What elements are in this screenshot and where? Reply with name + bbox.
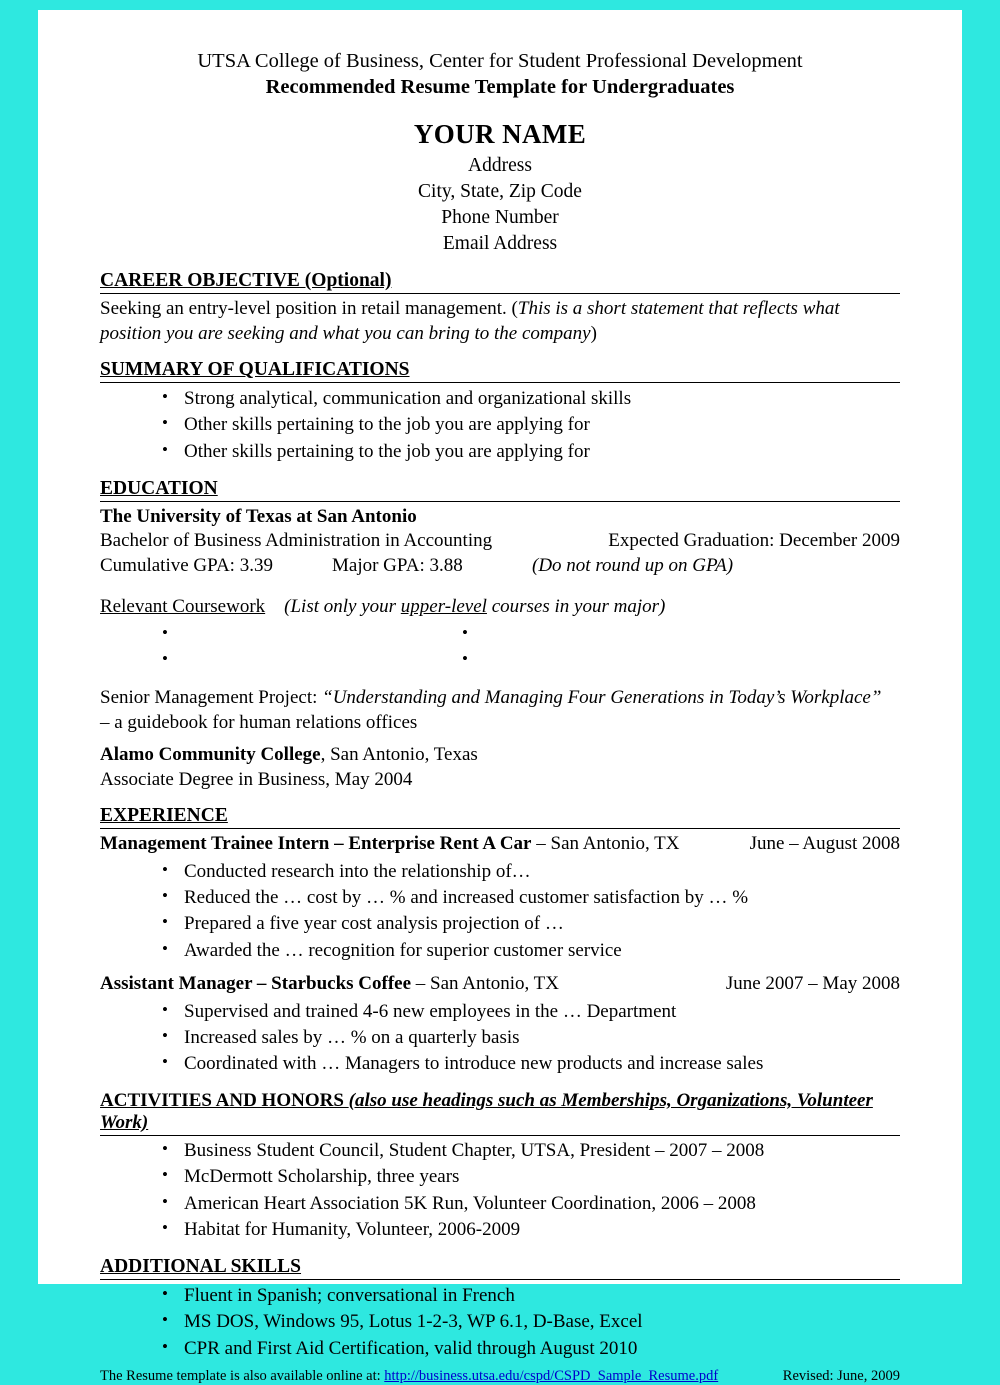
- list-item: • American Heart Association 5K Run, Volunteer Coordination, 2006 – 2008: [162, 1191, 900, 1217]
- section-experience: [100, 805, 900, 1077]
- career-objective-plain: Seeking an entry-level position in retail management. (: [100, 298, 518, 320]
- footer-note: [100, 1368, 718, 1385]
- job-2-title-line: [100, 972, 559, 997]
- list-item: • Increased sales by … % on a quarterly basis: [162, 1025, 900, 1051]
- applicant-phone: Phone Number: [441, 207, 559, 229]
- applicant-city-state-zip: City, State, Zip Code: [418, 181, 582, 203]
- section-activities: [100, 1090, 900, 1243]
- list-item: • Strong analytical, communication and organizational skills: [162, 386, 900, 412]
- experience-job-1-header: [100, 832, 900, 857]
- list-item: • Coordinated with … Managers to introduce new products and increase sales: [162, 1051, 900, 1077]
- activities-heading: [100, 1090, 900, 1136]
- job-2-dates: June 2007 – May 2008: [725, 972, 900, 994]
- career-objective-heading-text: CAREER OBJECTIVE (Optional): [100, 270, 392, 292]
- education-school: The University of Texas at San Antonio: [100, 505, 417, 527]
- additional-skills-heading-text: ADDITIONAL SKILLS: [100, 1256, 302, 1278]
- education-degree-row: [100, 529, 900, 554]
- coursework-note-b: upper-level: [400, 595, 487, 617]
- job-2-bullet-list: [100, 999, 900, 1078]
- experience-job-2-header: [100, 972, 900, 997]
- relevant-coursework-label: Relevant Coursework: [100, 595, 266, 617]
- list-item: • CPR and First Aid Certification, valid through August 2010: [162, 1336, 900, 1362]
- header-line-2: Recommended Resume Template for Undergraduates: [265, 76, 735, 99]
- bullet-icon: •: [162, 622, 168, 642]
- education-heading: [100, 478, 900, 502]
- list-item: • Habitat for Humanity, Volunteer, 2006-2009: [162, 1217, 900, 1243]
- education-gpa-row: [100, 554, 900, 579]
- additional-skills-bullet-list: [100, 1283, 900, 1362]
- header-line-1: UTSA College of Business, Center for Student Professional Development: [197, 50, 803, 72]
- list-item: • Fluent in Spanish; conversational in French: [162, 1283, 900, 1309]
- job-1-dates: June – August 2008: [749, 833, 900, 855]
- activities-heading-note: (also use headings such as Memberships, Organizations, Volunteer Work): [100, 1090, 873, 1134]
- list-item: • Awarded the … recognition for superior customer service: [162, 938, 900, 964]
- job-1-title: Management Trainee Intern – Enterprise Rent A Car: [100, 833, 532, 855]
- section-additional-skills: [100, 1256, 900, 1362]
- relevant-coursework-line: [100, 596, 900, 618]
- coursework-column-right: [462, 620, 762, 673]
- career-objective-body: [100, 297, 900, 346]
- list-item: • Conducted research into the relationship of…: [162, 859, 900, 885]
- applicant-name: YOUR NAME: [413, 119, 587, 150]
- cumulative-gpa: Cumulative GPA: 3.39: [100, 554, 273, 576]
- list-item: • Prepared a five year cost analysis projection of …: [162, 911, 900, 937]
- section-career-objective: [100, 270, 900, 346]
- footer-link[interactable]: http://business.utsa.edu/cspd/CSPD_Sample_Resume.pdf: [384, 1367, 719, 1384]
- applicant-address: Address: [468, 155, 532, 177]
- activities-bullet-list: [100, 1138, 900, 1243]
- education-school-2: [100, 743, 900, 768]
- education-school-2-name: Alamo Community College: [100, 744, 321, 766]
- senior-project-title: “Understanding and Managing Four Generations in Today’s Workplace”: [322, 687, 882, 709]
- senior-project-label: Senior Management Project:: [100, 687, 323, 709]
- career-objective-heading: [100, 270, 900, 294]
- major-gpa: Major GPA: 3.88: [332, 554, 463, 576]
- document-header: [100, 48, 900, 100]
- summary-heading-text: SUMMARY OF QUALIFICATIONS: [100, 359, 410, 381]
- list-item: • Other skills pertaining to the job you are applying for: [162, 439, 900, 465]
- job-2-title: Assistant Manager – Starbucks Coffee: [100, 972, 412, 994]
- contact-block: [100, 117, 900, 257]
- gpa-note: (Do not round up on GPA): [532, 554, 734, 576]
- list-item: • McDermott Scholarship, three years: [162, 1164, 900, 1190]
- bullet-icon: •: [462, 622, 468, 642]
- footer-revised: Revised: June, 2009: [782, 1367, 900, 1384]
- bullet-icon: •: [162, 648, 168, 668]
- job-1-location: – San Antonio, TX: [531, 833, 680, 855]
- section-summary: [100, 359, 900, 465]
- coursework-note-a: (List only your: [284, 595, 401, 617]
- footer-note-text: The Resume template is also available online at:: [100, 1367, 385, 1384]
- resume-page: [38, 10, 962, 1384]
- summary-heading: [100, 359, 900, 383]
- career-objective-italic: This is a short statement that reflects what position you are seeking and what you can bring to the company: [100, 298, 840, 344]
- senior-project-line: [100, 686, 900, 711]
- list-item: • Business Student Council, Student Chapter, UTSA, President – 2007 – 2008: [162, 1138, 900, 1164]
- job-1-bullet-list: [100, 859, 900, 964]
- coursework-column-left: [162, 620, 462, 673]
- document-footer: [100, 1368, 900, 1385]
- education-graduation: Expected Graduation: December 2009: [608, 530, 900, 552]
- education-degree: Bachelor of Business Administration in Accounting: [100, 530, 493, 552]
- activities-heading-text: ACTIVITIES AND HONORS: [100, 1090, 349, 1112]
- education-school-2-degree: Associate Degree in Business, May 2004: [100, 768, 413, 790]
- list-item: • Other skills pertaining to the job you are applying for: [162, 412, 900, 438]
- education-heading-text: EDUCATION: [100, 477, 218, 499]
- additional-skills-heading: [100, 1256, 900, 1280]
- bullet-icon: •: [462, 648, 468, 668]
- summary-bullet-list: [100, 386, 900, 465]
- job-1-title-line: [100, 832, 679, 857]
- coursework-empty-bullets: [100, 620, 900, 673]
- list-item: • Reduced the … cost by … % and increased customer satisfaction by … %: [162, 885, 900, 911]
- coursework-note-c: courses in your major): [486, 595, 666, 617]
- senior-project-sub: – a guidebook for human relations offices: [100, 711, 418, 733]
- section-education: [100, 478, 900, 793]
- education-school-2-location: , San Antonio, Texas: [320, 744, 478, 766]
- career-objective-close: ): [590, 322, 597, 344]
- applicant-email: Email Address: [442, 233, 558, 255]
- list-item: • MS DOS, Windows 95, Lotus 1-2-3, WP 6.1, D-Base, Excel: [162, 1309, 900, 1335]
- experience-heading: [100, 805, 900, 829]
- experience-heading-text: EXPERIENCE: [100, 805, 228, 827]
- list-item: • Supervised and trained 4-6 new employees in the … Department: [162, 999, 900, 1025]
- job-2-location: – San Antonio, TX: [411, 972, 559, 994]
